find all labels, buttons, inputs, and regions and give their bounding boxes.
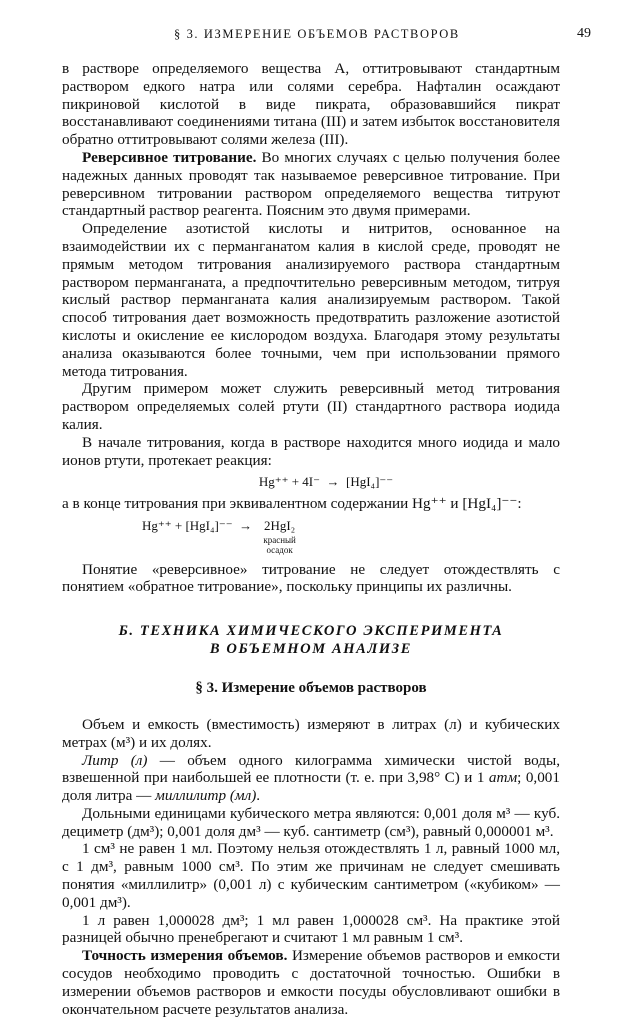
paragraph-litre-definition (62, 752, 560, 805)
paragraph-reverse-titration (62, 149, 560, 220)
paragraph-text: Измерение объемов растворов и емкости сосудов необходимо проводить с достаточной точностью. Ошибки в измерении объемов растворов и емкости посуды обусловливают ошибки в окончательном расчете результатов анализа. (62, 947, 560, 1018)
equation-1-lhs: Hg⁺⁺ + 4I⁻ (258, 474, 320, 490)
ion-mercury: Hg⁺⁺ (412, 495, 447, 513)
paragraph-titration-start: В начале титрования, когда в растворе находится много иодида и мало ионов ртути, протекает реакция: (62, 433, 560, 469)
section-heading (62, 622, 560, 658)
equation-2-lhs: Hg⁺⁺ + [HgI₄]⁻⁻ (142, 517, 233, 533)
subsection-heading: § 3. Измерение объемов растворов (195, 680, 427, 697)
conjunction: и (446, 495, 463, 513)
page-number: 49 (577, 26, 591, 41)
running-title: § 3. ИЗМЕРЕНИЕ ОБЪЕМОВ РАСТВОРОВ (174, 27, 460, 41)
term-litre: Литр (л) (82, 751, 148, 769)
reaction-arrow-icon: → (326, 474, 340, 490)
paragraph-measurement-accuracy (62, 947, 560, 1018)
running-header (0, 27, 622, 43)
precipitate-note-type: осадок (266, 544, 293, 555)
paragraph-concept-note: Понятие «реверсивное» титрование не следует отождествлять с понятием «обратное титрование», поскольку принципы их различны. (62, 560, 560, 596)
paragraph-litre-equivalence: 1 л равен 1,000028 дм³; 1 мл равен 1,000028 см³. На практике этой разницей обычно пренебрегают и считают 1 мл равным 1 см³. (62, 911, 560, 947)
body-text (62, 60, 560, 1018)
paragraph-titration-end (62, 495, 560, 514)
paragraph-submultiple-units: Дольными единицами кубического метра являются: 0,001 доля м³ — куб. дециметр (дм³); 0,001 доля дм³ — куб. сантиметр (см³), равный 0,000001 м³. (62, 804, 560, 840)
reaction-arrow-icon: → (239, 517, 253, 533)
paragraph-text: ; 0,001 доля литра — (62, 769, 560, 805)
ion-tetraiodomercurate: [HgI₄]⁻⁻: (462, 495, 522, 513)
term-reverse-titration: Реверсивное титрование. (82, 148, 257, 166)
equation-2-rhs: 2HgI₂ (263, 517, 296, 533)
precipitate (263, 517, 296, 555)
paragraph-nitrite-determination: Определение азотистой кислоты и нитритов, основанное на взаимодействии их с перманганатом калия в кислой среде, проводят не прямым методом титрования анализируемого раствора стандартным раствором перманганата, а предпочтительно реверсивным методом, титруя кислый раствор перманганата калия анализируемым раствором. Такой способ титрования дает возможность предотвратить разложение азотистой кислоты и окисление ее кислородом воздуха. Благодаря этому результаты анализа оказываются более точными, чем при использовании прямого метода титрования. (62, 220, 560, 380)
paragraph-continuation: в растворе определяемого вещества А, оттитровывают стандартным раствором едкого натра или солями серебра. Нафталин осаждают пикриновой кислотой в виде пикрата, образовавшийся пикрат восстанавливают соединениями титана (III) и затем избыток восстановителя обратно оттитровывают солями железа (III). (62, 60, 560, 149)
paragraph-text: а в конце титрования при эквивалентном содержании (62, 495, 413, 513)
equation-2 (62, 517, 560, 555)
paragraph-mercury-example: Другим примером может служить реверсивный метод титрования раствором определяемых солей ртути (II) стандартного раствора иодида калия. (62, 380, 560, 433)
section-heading-line-1: Б. ТЕХНИКА ХИМИЧЕСКОГО ЭКСПЕРИМЕНТА (118, 623, 504, 640)
paragraph-text: . (256, 787, 261, 805)
paragraph-cm3-vs-ml: 1 см³ не равен 1 мл. Поэтому нельзя отождествлять 1 л, равный 1000 мл, с 1 дм³, равным 1000 см³. По этим же причинам не следует смешивать понятия «миллилитр» (0,001 л) с кубическим сантиметром («кубиком» — 0,001 дм³). (62, 840, 560, 911)
equation-1 (62, 473, 560, 491)
paragraph-text: — объем одного килограмма химически чистой воды, взвешенной при наибольшей ее плотности (т. е. при 3,98° С) и 1 (62, 751, 560, 787)
section-heading-line-2: В ОБЪЕМНОМ АНАЛИЗЕ (209, 641, 413, 658)
precipitate-note-color: красный (263, 534, 296, 545)
paragraph-volume-units: Объем и емкость (вместимость) измеряют в литрах (л) и кубических метрах (м³) и их долях. (62, 715, 560, 751)
term-millilitre: миллилитр (мл) (155, 787, 257, 805)
equation-1-rhs: [HgI₄]⁻⁻ (346, 474, 394, 490)
paragraph-text: Во многих случаях с целью получения более надежных данных проводят так называемое реверсивное титрование. При реверсивном титровании раствором определяемого вещества титруют стандартный раствор реагента. Поясним это двумя примерами. (62, 148, 560, 220)
term-measurement-accuracy: Точность измерения объемов. (82, 947, 288, 965)
unit-atm: атм (488, 769, 518, 787)
